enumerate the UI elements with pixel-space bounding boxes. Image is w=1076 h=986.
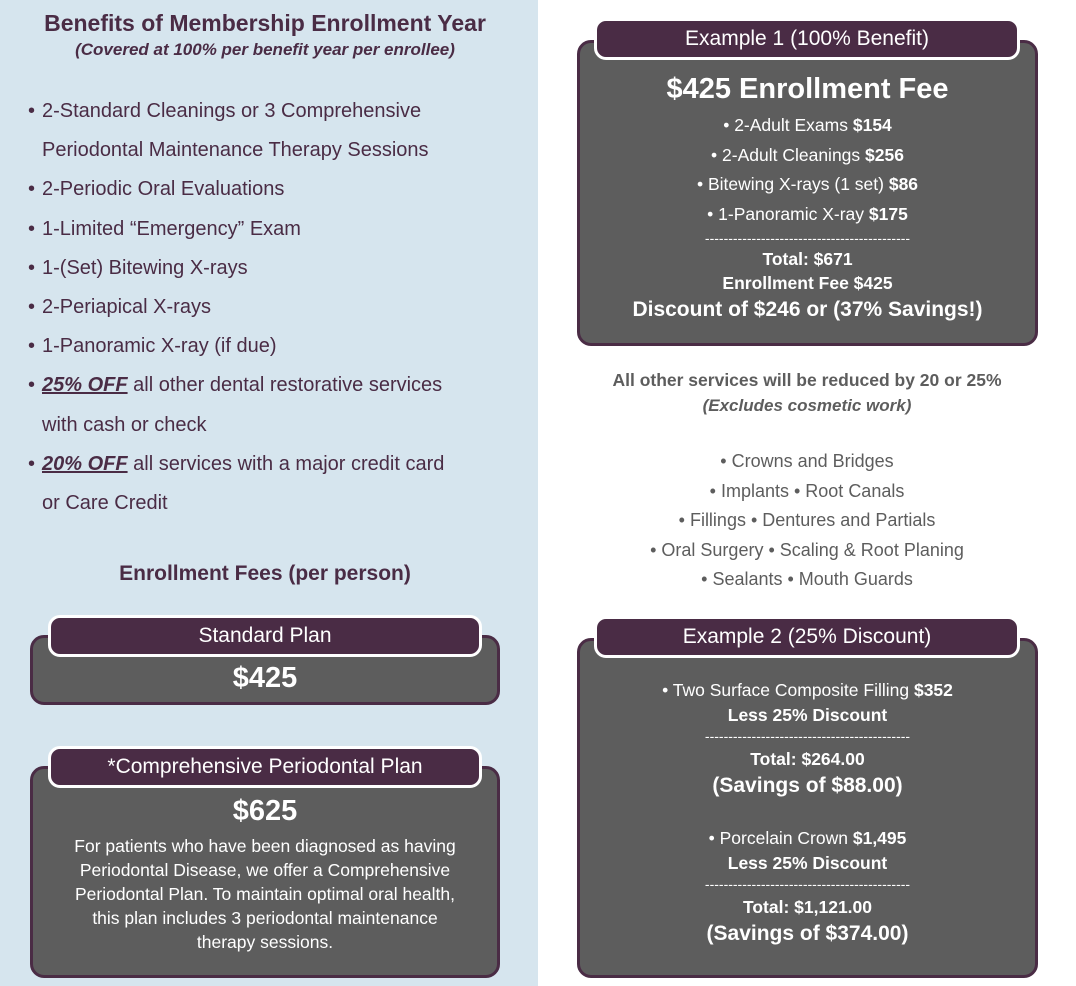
benefit-text: 1-(Set) Bitewing X-rays xyxy=(42,256,248,279)
comprehensive-plan-desc-line: this plan includes 3 periodontal maintenance xyxy=(92,908,438,928)
example2-item2-less: Less 25% Discount xyxy=(727,853,888,873)
fees-heading: Enrollment Fees (per person) xyxy=(119,562,411,585)
benefits-title: Benefits of Membership Enrollment Year xyxy=(44,10,486,36)
example1-card xyxy=(577,40,1038,346)
example1-line xyxy=(580,141,1035,171)
benefit-text-cont: or Care Credit xyxy=(42,492,168,515)
example2-item2-savings: (Savings of $374.00) xyxy=(706,922,909,945)
divider: -------------------------------------------- xyxy=(704,231,911,245)
list-item: • Oral Surgery • Scaling & Root Planing xyxy=(650,539,964,560)
comprehensive-plan-price: $625 xyxy=(232,795,298,827)
comprehensive-plan-desc-line: Periodontal Disease, we offer a Comprehensive xyxy=(79,860,451,880)
example2-item2 xyxy=(580,825,1035,851)
benefit-text: 2-Standard Cleanings or 3 Comprehensive xyxy=(42,100,422,122)
example1-line xyxy=(580,170,1035,200)
line-amount: $352 xyxy=(913,680,953,700)
example2-item2-total: Total: $1,121.00 xyxy=(742,897,873,917)
comprehensive-plan-desc-line: Periodontal Plan. To maintain optimal oral health, xyxy=(74,884,456,904)
list-item xyxy=(28,170,518,209)
benefit-text-cont: Periodontal Maintenance Therapy Sessions xyxy=(42,139,429,162)
list-item xyxy=(28,210,518,249)
benefit-text: all services with a major credit card xyxy=(127,452,445,475)
benefit-text: 1-Panoramic X-ray (if due) xyxy=(42,335,277,358)
line-amount: $256 xyxy=(865,144,904,165)
comprehensive-plan-tab: *Comprehensive Periodontal Plan xyxy=(48,746,482,788)
discount-highlight: 20% OFF xyxy=(42,452,128,475)
example2-item1 xyxy=(580,677,1035,703)
list-item: • Implants • Root Canals xyxy=(709,480,905,501)
benefit-text: 1-Limited “Emergency” Exam xyxy=(42,217,301,240)
example1-line xyxy=(580,200,1035,230)
example1-discount: Discount of $246 or (37% Savings!) xyxy=(632,298,983,321)
list-item xyxy=(28,249,518,288)
line-amount: $1,495 xyxy=(852,828,907,848)
benefits-list xyxy=(28,92,518,523)
list-item: • Fillings • Dentures and Partials xyxy=(678,510,936,531)
line-label: • Two Surface Composite Filling xyxy=(662,680,914,700)
line-label: • 2-Adult Cleanings xyxy=(711,144,866,165)
other-services-sub: (Excludes cosmetic work) xyxy=(702,396,912,415)
standard-plan-tab: Standard Plan xyxy=(48,615,482,657)
example1-total: Total: $671 xyxy=(762,249,853,269)
line-amount: $86 xyxy=(888,174,919,194)
divider: -------------------------------------------- xyxy=(704,729,911,743)
line-label: • 1-Panoramic X-ray xyxy=(707,203,869,224)
list-item xyxy=(28,445,518,523)
line-amount: $175 xyxy=(868,203,908,224)
list-item xyxy=(28,288,518,327)
benefit-text: 2-Periapical X-rays xyxy=(42,296,211,319)
example2-item1-total: Total: $264.00 xyxy=(750,749,865,769)
list-item xyxy=(28,366,518,444)
example1-tab: Example 1 (100% Benefit) xyxy=(594,18,1020,60)
comprehensive-plan-card xyxy=(30,766,500,978)
example1-headline: $425 Enrollment Fee xyxy=(666,73,949,105)
services-list xyxy=(538,447,1076,595)
standard-plan-price: $425 xyxy=(232,662,298,694)
example2-item1-less: Less 25% Discount xyxy=(727,705,888,725)
example1-fee: Enrollment Fee $425 xyxy=(722,273,893,293)
benefit-text: 2-Periodic Oral Evaluations xyxy=(42,178,285,201)
line-amount: $154 xyxy=(852,115,892,135)
list-item: • Sealants • Mouth Guards xyxy=(701,569,913,590)
line-label: • 2-Adult Exams xyxy=(723,115,853,135)
benefit-text: all other dental restorative services xyxy=(127,374,443,397)
comprehensive-plan-desc-line: For patients who have been diagnosed as having xyxy=(74,836,456,856)
example2-card xyxy=(577,638,1038,978)
list-item xyxy=(28,327,518,366)
example2-item1-savings: (Savings of $88.00) xyxy=(712,774,903,797)
comprehensive-plan-desc-line: therapy sessions. xyxy=(196,932,334,952)
list-item: • Crowns and Bridges xyxy=(720,451,894,471)
divider: -------------------------------------------- xyxy=(704,877,911,891)
other-services-heading: All other services will be reduced by 20 or 25% xyxy=(612,370,1002,390)
benefit-text-cont: with cash or check xyxy=(42,413,207,436)
discount-highlight: 25% OFF xyxy=(42,374,128,397)
benefits-subtitle: (Covered at 100% per benefit year per enrollee) xyxy=(75,40,455,59)
line-label: • Porcelain Crown xyxy=(708,828,853,848)
example2-tab: Example 2 (25% Discount) xyxy=(594,616,1020,658)
example1-line xyxy=(580,111,1035,141)
list-item xyxy=(28,92,518,170)
line-label: • Bitewing X-rays (1 set) xyxy=(696,174,889,194)
